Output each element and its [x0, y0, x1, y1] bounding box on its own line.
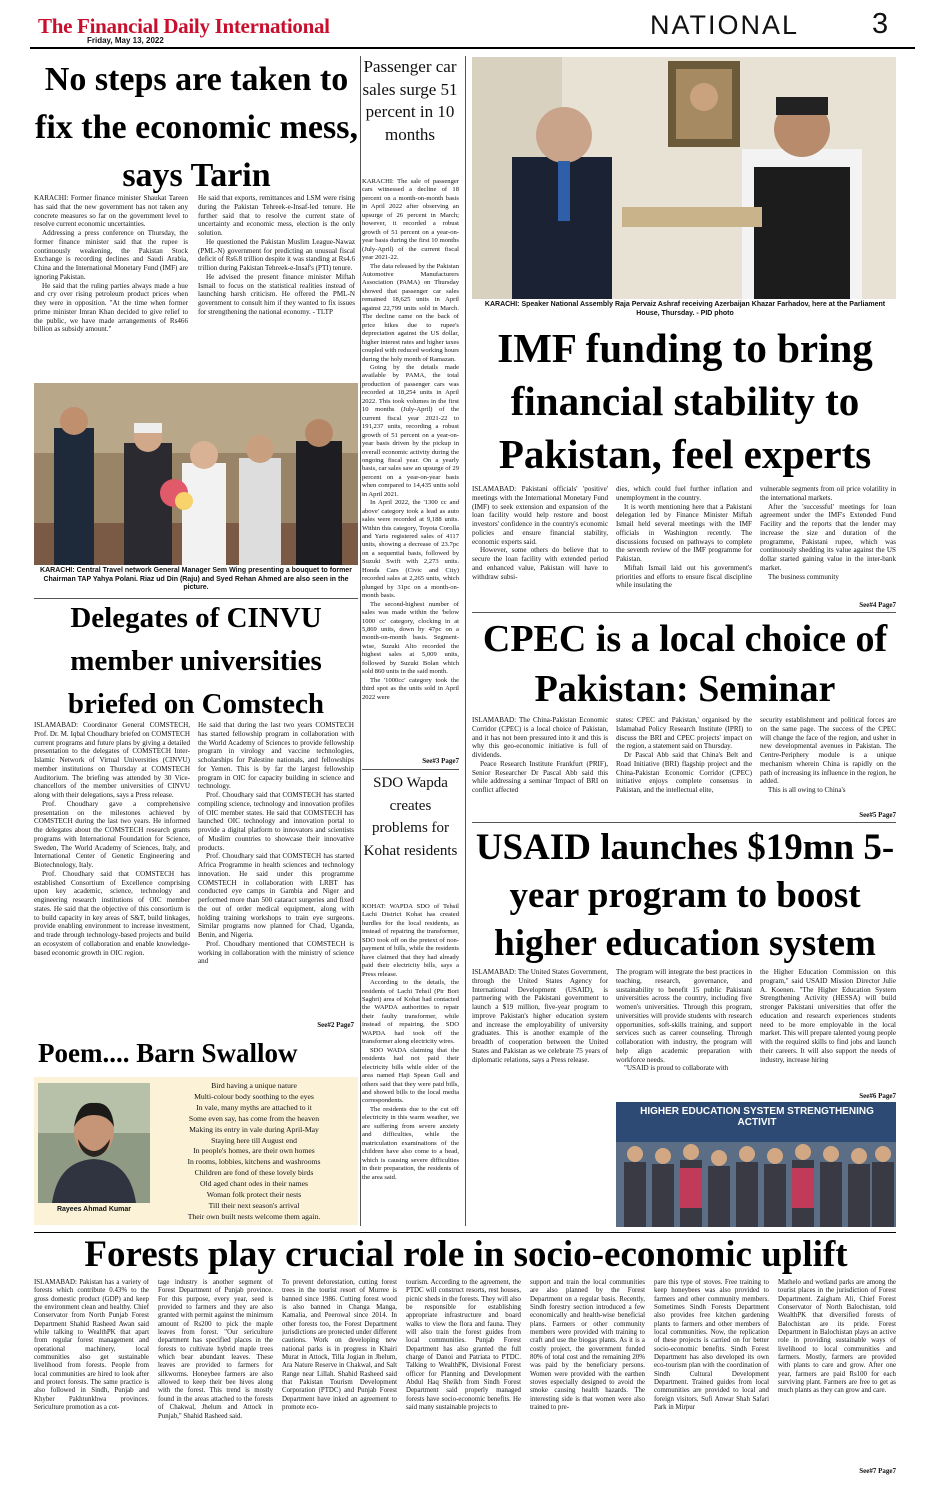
speaker-photo-caption: KARACHI: Speaker National Assembly Raja Pervaiz Ashraf receiving Azerbaijan Khazar Farhadov, here at the Parliament House, Thursday. - PID photo	[484, 301, 886, 317]
usaid-continued: See#6 Page7	[859, 1092, 896, 1100]
author-photo	[38, 1083, 150, 1203]
cpec-col3: security establishment and political forces are on the same page. The success of the CPEC will change the face of the region, and usher in new developmental avenues in Pakistan. The Centre-Periphery module is a unique mechanism wherein China is rapidly on the path of increasing its influence in the region, he added. This is all owing to China's	[760, 716, 896, 794]
wapda-headline: SDO Wapda creates problems for Kohat residents	[363, 775, 458, 859]
divider	[362, 769, 459, 770]
usaid-col1: ISLAMABAD: The United States Government, through the United States Agency for International Development (USAID), is partnering with the Pakistani government to launch a $19 million, five-year program to improve Pakistan's higher education system and increase the employability of university graduates. This is another example of the breadth of cooperation between the United States and Pakistan as we celebrate 75 years of diplomatic relations, says a Press release.	[472, 968, 608, 1064]
cpec-headline: CPEC is a local choice of Pakistan: Seminar	[482, 618, 888, 710]
poem-box	[34, 1077, 358, 1225]
comstech-col1: ISLAMABAD: Coordinator General COMSTECH, Prof. Dr. M. Iqbal Choudhary briefed on COMSTECH current programs and future plans by giving a detailed presentation to the delegates of COMSTECH Inter-Islamic Network of Virtual Universities (CINVU) member institutions on Thursday at COMSTECH Auditorium. The briefing was attended by 30 Vice-chancellors of the member universities of CINVU along with their delegations, says a Press release. Prof. Choudhary gave a comprehensive presentation on the milestones achieved by COMSTECH during the last two years. He informed the delegates about the COMSTECH research grants programs with International Foundation for Science, Sweden, The World Academy of Sciences, Italy, and International Center of Genetic Engineering and Biotechnology, Italy. Prof. Choudhary said that COMSTECH has established Consortium of Excellence comprising upon key academic, science, technology and engineering research institutions of OIC member states. He said that the objective of this consortium is to build capacity in key areas of S&T, build linkages, provide enabling environment to increase investment, and trade through technology-based projects and build an ecosystem of collaboration and enable knowledge-based economic growth in OIC region.	[34, 721, 190, 957]
header-rule	[30, 47, 915, 49]
speaker-photo-image	[472, 57, 896, 299]
page-number: 3	[872, 8, 889, 40]
imf-continued: See#4 Page7	[859, 601, 896, 609]
cpec-continued: See#5 Page7	[859, 811, 896, 819]
forests-col7: Mathelo and wetland parks are among the tourist places in the jurisdiction of Forest Department. Zaigham Ali, Chief Forest Conservator of North Balochistan, told WealthPK that diversified forests of Balochistan are its pride. Forest Department in Balochistan plays an active role in providing sustainable ways of livelihood to local communities and farmers. Mostly, farmers are provided with plants to care and grow. After one year, farmers are paid Rs100 for each surviving plant. Farmers are free to get as much plants as they can grow and care.	[778, 1279, 896, 1395]
column-rule	[465, 56, 466, 1226]
imf-col3: vulnerable segments from oil price volatility in the international markets. After the 'successful' meetings for loan agreement under the IMF's Extended Fund Facility and the reports that the lender may increase the size and duration of the programme, Pakistani rupee, which was continuously shedding its value against the US dollar started gaining value in the inter-bank market. The business community	[760, 485, 896, 581]
usaid-photo	[616, 1102, 896, 1227]
comstech-headline: Delegates of CINVU member universities briefed on Comstech	[67, 602, 325, 720]
forests-col3: To prevent deforestation, cutting forest trees in the tourist resort of Murree is banned since 1986. Cutting forest wood is also banned in Changa Manga, Kamalia, and Peerowal since 2014. In other forests too, the Forest Department jurisdictions are protected under different cautions. Work on developing new national parks is in progress in Khairi Murat in Attock, Tilla Jogian in Jhelum, Ara Nature Reserve in Chakwal, and Salt Range near Lillah. Shahid Rasheed said that Pakistan Tourism Development Corporation (PTDC) and Punjab Forest Department have inked an agreement to promote eco-	[282, 1279, 397, 1412]
tarin-col2: He said that exports, remittances and LSM were rising during the Pakistan Tehreek-e-Insaf-led tenure. He further said that to resolve the current state of uncertainty and economic mess, election is the only solution. He questioned the Pakistan Muslim League-Nawaz (PML-N) government for predicting an unusual fiscal deficit of Rs6.8 trillion despite it was standing at Rs4.6 trillion during Pakistan Tehreek-e-Insaf's (PTI) tenure. He advised the present finance minister Miftah Ismail to focus on the statistical realities instead of launching harsh criticism. He offered the PML-N government to consult him if they wanted to fix issues for strengthening the national economy. - TLTP	[198, 194, 355, 316]
travel-photo-image	[34, 383, 358, 565]
forests-col2: tage industry is another segment of Forest Department of Punjab province. For this purpose, every year, seed is provided to farmers and they are also granted with permit against the minimum amount of Rs200 to pick the maple leaves from forest. "Our sericulture department has specified places in the forests to cultivate hybrid maple trees which bear abundant leaves. These leaves are provided to farmers for silkworms. Honeybee farmers are also allowed to keep their bee hives along with the forest. This trend is mostly found in the areas attached to the forests of Chakwal, Jhelum and Attock in Punjab," Shahid Rasheed said.	[158, 1279, 273, 1420]
cpec-col1: ISLAMABAD: The China-Pakistan Economic Corridor (CPEC) is a local choice of Pakistan, and it has not been pressured into it and this is why this geo-economic initiative is full of dividends. Peace Research Institute Frankfurt (PRIF), Senior Researcher Dr Pascal Abb said this while addressing a seminar 'Impact of BRI on conflict affected	[472, 716, 608, 794]
travel-photo-caption: KARACHI: Central Travel network General Manager Sem Wing presenting a bouquet to former Chairman TAP Yahya Polani. Riaz ud Din (Raju) and Syed Rehan Ahmed are also seen in the picture.	[40, 567, 352, 591]
comstech-continued: See#2 Page7	[317, 1021, 354, 1029]
comstech-col2: He said that during the last two years COMSTECH has started fellowship program in collaboration with the World Academy of Sciences to provide fellowship program in virology and vaccine technologies, scholarships for Palestine nationals, and fellowships for Yemen. This is by far the largest fellowship program in OIC for capacity building in science and technology. Prof. Choudhary said that COMSTECH has started compiling science, technology and innovation profiles of OIC member states. He said that COMSTECH has launched OIC technology and innovation portal to provide a digital platform to innovators and scientists of Muslim countries to showcase their innovative products. Prof. Choudhary said that COMSTECH has started Africa Programme in health sciences and technology innovation. He said under this programme COMSTECH in collaboration with LRBT has conducted eye camps in Gambia and Niger and performed more than 500 cataract surgeries and fixed the out of order medical equipment, along with holding training workshops to train eye surgeons. Similar programs now planned for Chad, Uganda, Benin, and Nigeria. Prof. Choudhary mentioned that COMSTECH is working in collaboration with the ministry of science and	[198, 721, 354, 966]
cars-body: KARACHI: The sale of passenger cars witnessed a decline of 18 percent on a month-on-month basis in April 2022 after observing an upsurge of 26 percent in March; however, it recorded a robust growth of 51 percent on a year-on-year basis during the first 10 months (July-April) of the current fiscal year 2021-22. The data released by the Pakistan Automotive Manufacturers Association (PAMA) on Thursday showed that passenger car sales remained 18,625 units in April against 22,799 units sold in March. The decline came on the back of price hikes due to rupee's depreciation against the US dollar, higher interest rates and higher taxes coupled with reduced working hours during the holy month of Ramazan. Going by the details made available by PAMA, the total production of passenger cars was recorded at 18,254 units in April 2022. This took volumes in the first 10 months (July-April) of the current fiscal year 2021-22 to 191,237 units, recording a robust growth of 51 percent on a year-on-year basis driven by the pickup in overall economic activity during the ongoing fiscal year. On a yearly basis, car sales saw an upsurge of 29 percent on a year-on-year basis when compared to 14,435 units sold in April 2021. In April 2022, the '1300 cc and above' category took a lead as auto sales were recorded at 9,188 units. Within this category, Toyota Corolla and Yaris registered sales of 4117 units, showing a decrease of 23.7pc on a sequential basis, followed by Suzuki Swift with 2,273 units. Honda Cars (Civic and City) recorded sales at 2,265 units, which plunged by 31pc on a month-on-month basis. The second-highest number of sales was made within the 'below 1000 cc' category, clocking in at 5,869 units, down by 47pc on a month-on-month basis. Segment-wise, Suzuki Alto recorded the highest sales at 5,009 units, followed by Suzuki Bolan which sold 860 units in the said month. The '1000cc' category took the third spot as the units sold in April 2022 were	[362, 178, 459, 701]
author-portrait	[38, 1083, 150, 1203]
imf-col1: ISLAMABAD: Pakistani officials' 'positive' meetings with the International Monetary Fund (IMF) to seek extension and expansion of the loan facility would help restore and boost investors' confidence in the country's economic policies and ensure financial stability, economic experts said. However, some others do believe that to secure the loan facility with extended period and enhanced value, Pakistan will have to withdraw subsi-	[472, 485, 608, 581]
forests-col4: tourism. According to the agreement, the PTDC will construct resorts, rest houses, picnic sheds in the forests. They will also be responsible for establishing appropriate infrastructure and board walks to view the flora and fauna. They will also train the forest guides from local communities. Punjab Forest Department has also granted the full charge of Danoi and Patriata to PTDC. Talking to WealthPK, Divisional Forest officer for Planning and Development Abdul Haq Sheikh from Sindh Forest Department said properly managed forests have socio-economic benefits. He said many sustainable projects to	[406, 1279, 521, 1412]
tarin-col1: KARACHI: Former finance minister Shaukat Tareen has said that the new government has not taken any concrete measures so far on the government level to resolve current economic uncertainties. Addressing a press conference on Thursday, the former finance minister said that the rupee is continuously weakening, the Pakistan Stock Exchange is recording declines and Saudi Arabia, China and the International Monetary Fund (IMF) are ignoring Pakistan. He said that the ruling parties always made a hue and cry over rising petroleum product prices when they were in opposition. "At the time when former prime minister Imran Khan decided to give relief to the public, we have made arrangements of Rs466 billion as subsidy amount."	[34, 194, 188, 334]
speaker-photo	[472, 57, 896, 299]
cars-continued: See#3 Page7	[422, 757, 459, 765]
divider	[472, 822, 896, 823]
usaid-col3: the Higher Education Commission on this program," said USAID Mission Director Julie A. Koenen. "The Higher Education System Strengthening Activity (HESSA) will build stronger Pakistani universities that offer the education and research experiences students need to be more employable in the local market. This will prepare talented young people with the required skills to find jobs and launch their careers. It will also support the needs of industry, increase hiring	[760, 968, 896, 1064]
masthead: The Financial Daily International	[38, 14, 330, 38]
forests-headline: Forests play crucial role in socio-economic uplift	[84, 1234, 848, 1275]
forests-continued: See#7 Page7	[859, 1467, 896, 1475]
column-rule	[360, 56, 361, 1226]
poem-text: Bird having a unique nature Multi-colour body soothing to the eyes In vale, many myths are attached to it Some even say, has come from the heaven Making its entry in vale during April-May Staying here till August end In people's homes, are their own homes In rooms, lobbies, kitchens and washrooms Children are fond of these lovely birds Old aged chant odes in their names Woman folk protect their nests Till their next season's arrival Their own built nests welcome them again.	[187, 1081, 321, 1221]
imf-col2: dies, which could fuel further inflation and unemployment in the country. It is worth mentioning here that a Pakistani delegation led by Finance Minister Miftah Ismail held several meetings with the IMF officials in Washington recently. The discussions focused on pathways to complete the seventh review of the IMF programme for Pakistan. Miftah Ismail laid out his government's priorities and efforts to ensure fiscal discipline while insulating the	[616, 485, 752, 590]
cars-headline: Passenger car sales surge 51 percent in 10 months	[362, 57, 458, 144]
poem-author: Rayees Ahmad Kumar	[56, 1206, 132, 1213]
forests-col6: pare this type of stoves. Free training to keep honeybees was also provided to farmers and other community members. Sometimes Sindh Forests Department also provides free kitchen gardening plants to farmers and other members of local communities. Now, the replication of these projects is carried on for better socio-economic benefits. Sindh Forest Department has also developed its own eco-tourism plan with the coordination of Sindh Cultural Development Department. Trained guides from local communities are provided to local and foreign visitors. Sufi Anwar Shah Safari Park in Mirpur	[654, 1279, 769, 1412]
usaid-col2: The program will integrate the best practices in teaching, research, governance, and sustainability to benefit 15 public Pakistani universities across the country, including five women's universities. Through this program, universities will provide students with research opportunities, soft-skills training, and support services such as career counseling. Through collaboration with industry, the program will help align academic preparation with workforce needs. "USAID is proud to collaborate with	[616, 968, 752, 1073]
section-title: NATIONAL	[650, 10, 800, 40]
divider	[472, 612, 896, 613]
wapda-body: KOHAT: WAPDA SDO of Tehsil Lachi District Kohat has created hurdles for the local residents, as instead of repairing the transformer, SDO took off on the pretext of non-payment of bills, while the residents have claimed that they had already paid their electricity bills, says a Press release. According to the details, the residents of Lachi Tehsil (Pir Bori Saghri) area of Kohat had contacted the WAPDA authorities to repair their faulty transformer, while instead of repairing, the SDO WAPDA had took off the transformer along electricity wires. SDO WADA claiming that the residents had not paid their electricity bills while elder of the area named Haji Spean Gull and others said that they were paid bills, and showed bills to the local media correspondents. The residents due to the cut off electricity in this warm weather, we are suffering from severe anxiety and difficulties, while the matriculation examinations of the children have also come to a head, which is causing severe difficulties in their preparation, the residents of the area said.	[362, 903, 459, 1181]
usaid-headline: USAID launches $19mn 5-year program to boost higher education system	[475, 827, 895, 964]
usaid-banner-text: HIGHER EDUCATION SYSTEM STRENGTHENING ACTIVIT	[640, 1106, 874, 1128]
dateline: Friday, May 13, 2022	[87, 36, 164, 45]
forests-col5: support and train the local communities are also planned by the Forest Department on a regular basis. Recently, Sindh forestry section introduced a few economically and health-wise beneficial plans. Farmers or other community members were provided with training to craft and use the biogas plants. As it is a costly project, the government funded 80% of total cost and the remaining 20% was paid by the beneficiary persons. Women were provided with the earthen stoves especially designed to avoid the smoke causing health hazards. The interesting side is that women were also trained to pre-	[530, 1279, 645, 1412]
cpec-col2: states: CPEC and Pakistan,' organised by the Islamabad Policy Research Institute (IPRI) to discuss the BRI and CPEC projects' impact on the region, a statement said on Thursday. Dr Pascal Abb said that China's Belt and Road Initiative (BRI) flagship project and the China-Pakistan Economic Corridor (CPEC) initiative enjoys complete consensus in Pakistan, and the intellectual elite,	[616, 716, 752, 794]
forests-col1: ISLAMABAD: Pakistan has a variety of forests which contribute 0.43% to the gross domestic product (GDP) and keep the environment clean and healthy. Chief Conservator from North Punjab Forest Department Shahid Rasheed Awan said while talking to WealthPK that apart from regular forest management and operational machinery, local communities also get sustainable livelihood from forests. People from local communities are hired to look after and protect forests. The same practice is also followed in Sindh, Punjab and Khyber Pakhtunkhwa provinces. Sericulture promotion as a cot-	[34, 1279, 149, 1412]
imf-headline: IMF funding to bring financial stability to Pakistan, feel experts	[497, 325, 873, 477]
poem-headline: Poem.... Barn Swallow	[38, 1038, 298, 1068]
tarin-headline: No steps are taken to fix the economic mess, says Tarin	[35, 61, 358, 194]
travel-photo	[34, 383, 358, 565]
